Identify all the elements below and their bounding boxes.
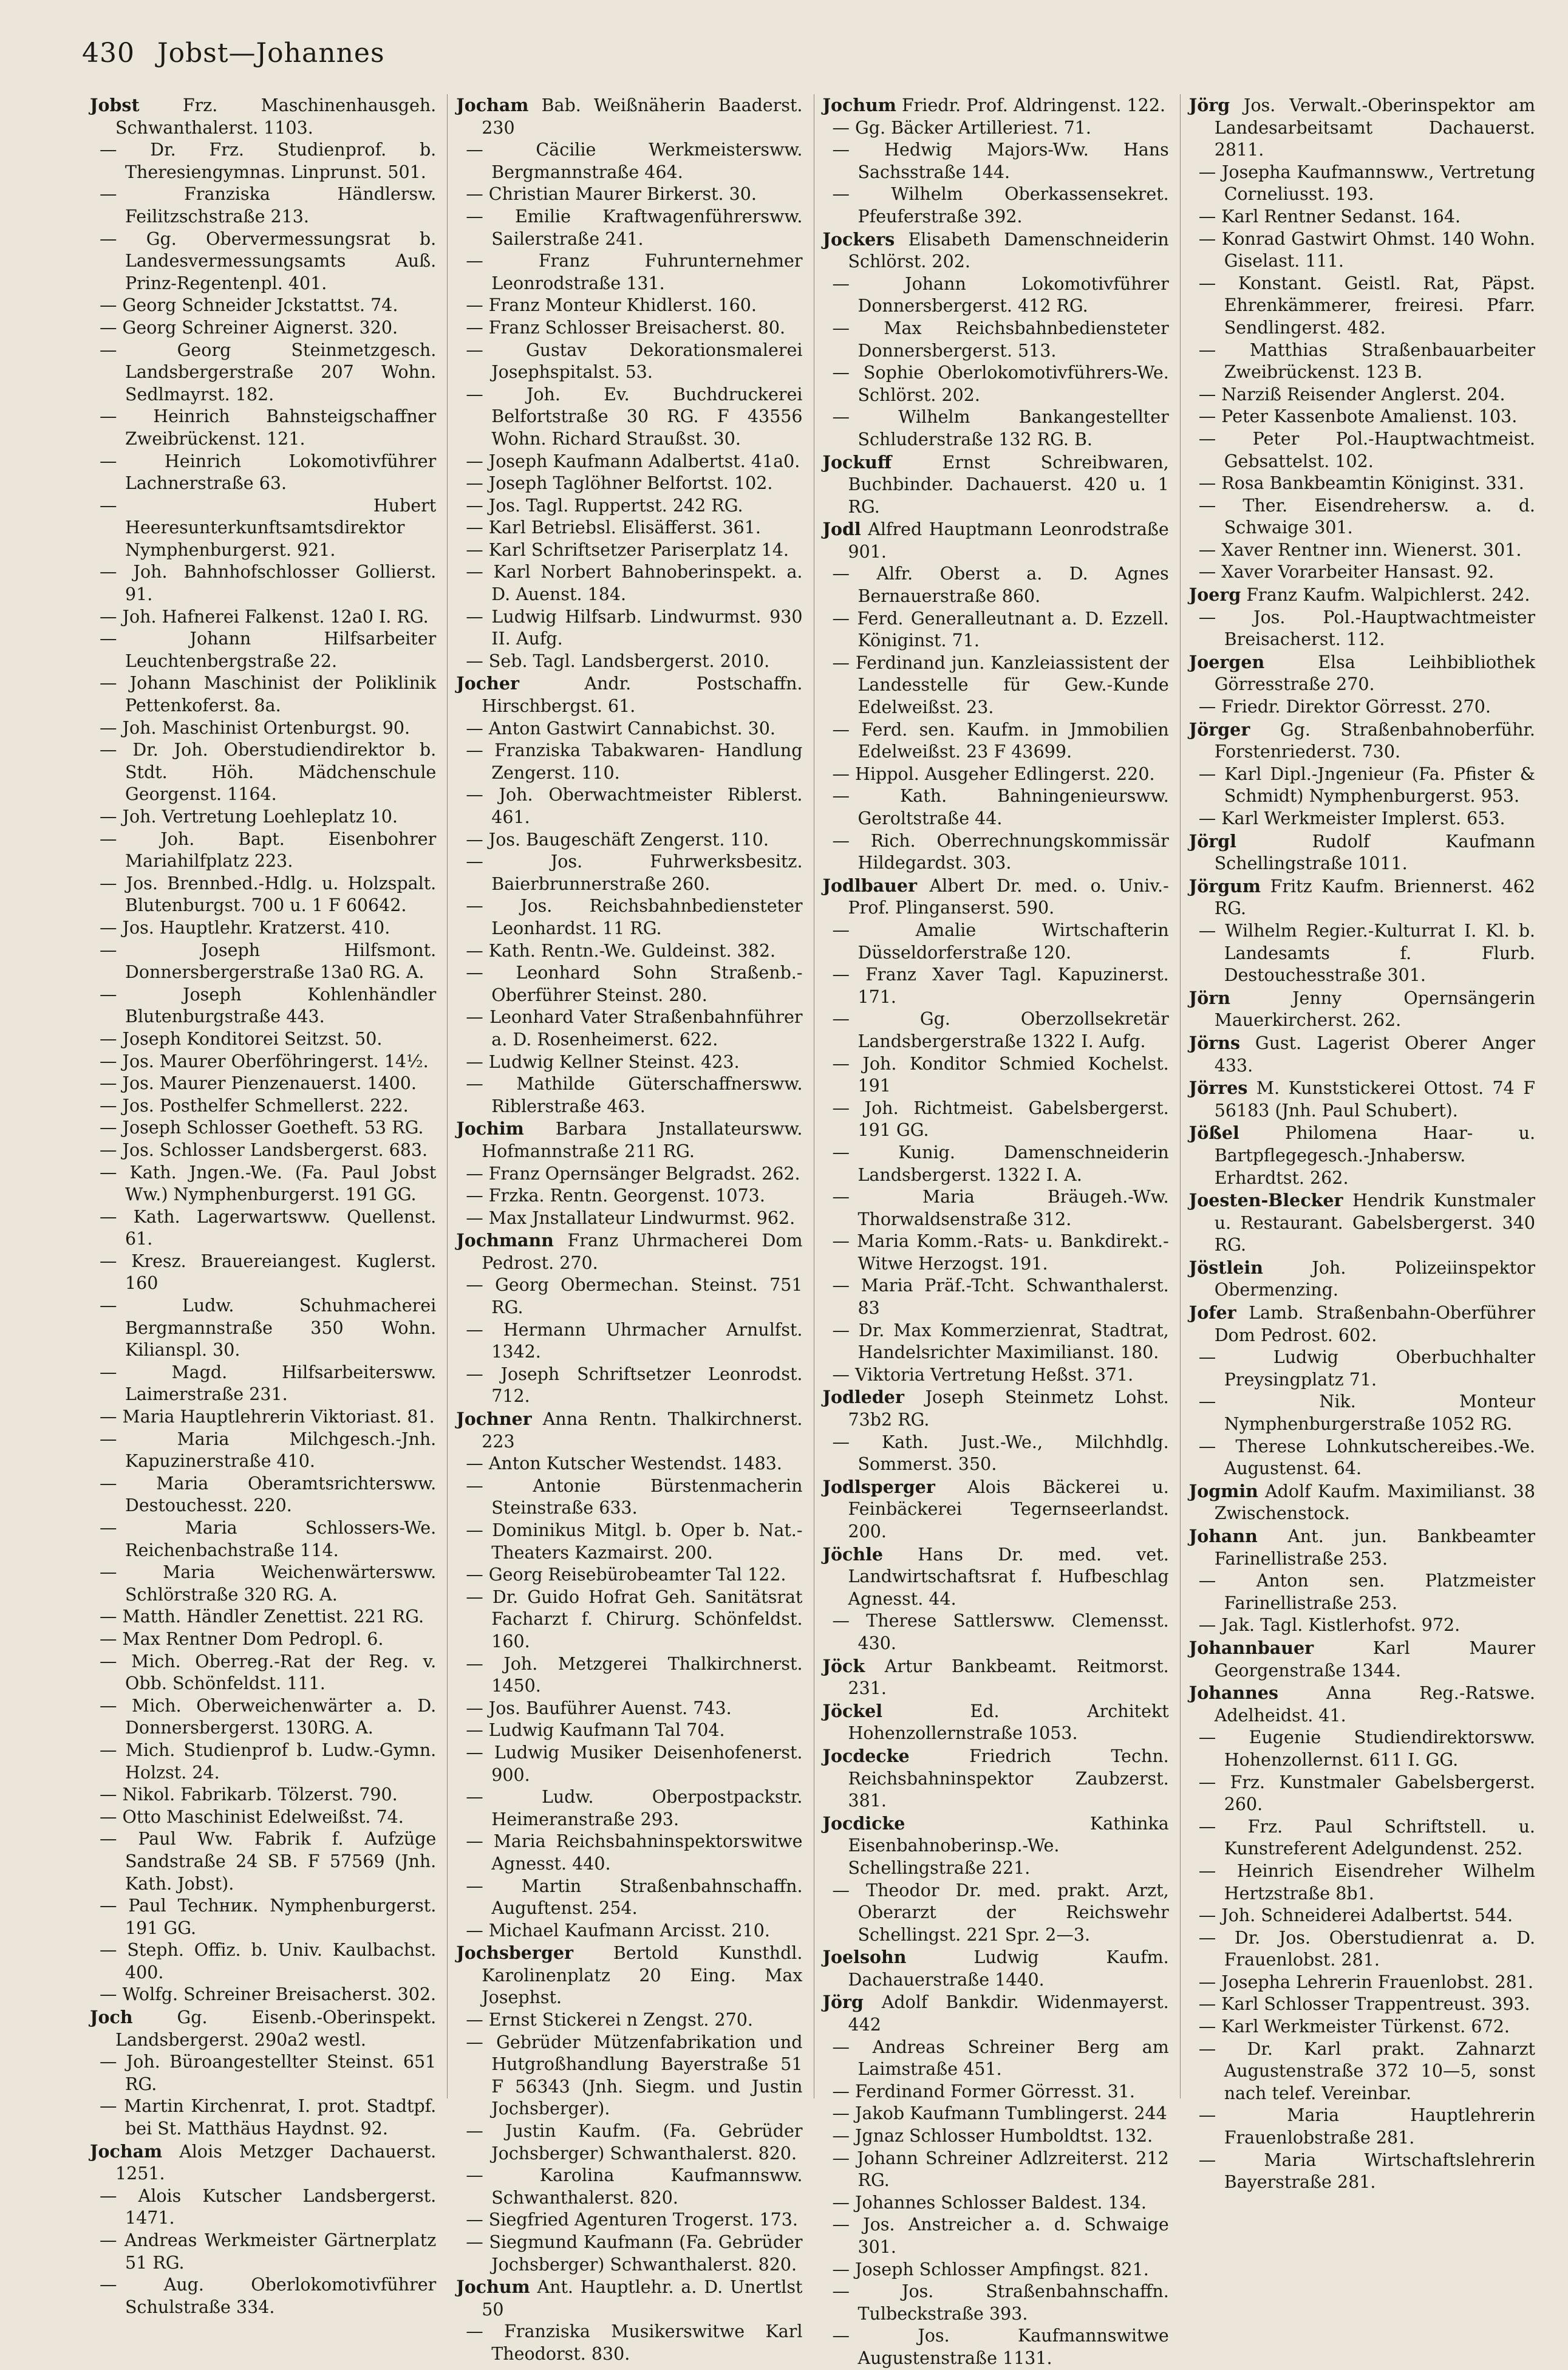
directory-entry: — Jos. Baugeschäft Zengerst. 110. xyxy=(466,829,769,850)
directory-entry: — Franz Schlosser Breisacherst. 80. xyxy=(466,317,786,338)
directory-entry: — Maria Oberamtsrichtersww. Destouchesst. 220. xyxy=(100,1473,437,1516)
directory-entry: — Wilhelm Oberkassensekret. Pfeuferstraße 392. xyxy=(832,184,1169,227)
directory-entry: — Emilie Kraftwagenführersww. Sailerstraße 241. xyxy=(466,206,803,249)
surname-entry: Jocham Bab. Weißnäherin Baaderst. 230 xyxy=(456,95,803,138)
directory-entry: — Joseph Konditorei Seitzst. 50. xyxy=(100,1028,383,1049)
surname-entry: Jobst Frz. Maschinenhausgeh. Schwanthalerst. 1103. xyxy=(90,95,437,138)
directory-entry: — Alfr. Oberst a. D. Agnes Bernauerstraße 860. xyxy=(832,564,1169,607)
column-3 xyxy=(814,94,1169,2368)
surname-entry: Joesten-Blecker Hendrik Kunstmaler u. Restaurant. Gabelsbergerst. 340 RG. xyxy=(1188,1190,1535,1255)
directory-entry: — Jos. Schlosser Landsbergerst. 683. xyxy=(100,1139,428,1160)
directory-entry: — Andreas Schreiner Berg am Laimstraße 451. xyxy=(832,2037,1169,2080)
directory-entry: — Xaver Rentner inn. Wienerst. 301. xyxy=(1198,539,1522,560)
directory-entry: — Ludwig Kaufmann Tal 704. xyxy=(466,1720,725,1741)
directory-entry: — Seb. Tagl. Landsbergerst. 2010. xyxy=(466,651,770,671)
directory-entry: — Ferd. Generalleutnant a. D. Ezzell. Königinst. 71. xyxy=(832,608,1169,651)
directory-entry: — Jos. Fuhrwerksbesitz. Baierbrunnerstraße 260. xyxy=(466,852,803,894)
directory-entry: — Max Reichsbahnbediensteter Donnersbergerst. 513. xyxy=(832,318,1169,361)
directory-entry: — Georg Schneider Jckstattst. 74. xyxy=(100,295,398,316)
directory-entry: — Kath. Bahningenieursww. Geroltstraße 44. xyxy=(832,786,1169,828)
directory-entry: — Paul Ww. Fabrik f. Aufzüge Sandstraße 24 SB. F 57569 (Jnh. Kath. Jobst). xyxy=(100,1829,437,1894)
directory-entry: — Matthias Straßenbauarbeiter Zweibrückenst. 123 B. xyxy=(1198,340,1535,383)
surname-entry: Jofer Lamb. Straßenbahn-Oberführer Dom Pedrost. 602. xyxy=(1188,1302,1535,1345)
directory-entry: — Sophie Oberlokomotivführers-We. Schlörst. 202. xyxy=(832,363,1169,405)
directory-entry: — Christian Maurer Birkerst. 30. xyxy=(466,184,757,205)
directory-entry: — Frz. Paul Schriftstell. u. Kunstreferent Adelgundenst. 252. xyxy=(1198,1816,1535,1859)
directory-entry: — Otto Maschinist Edelweißst. 74. xyxy=(100,1806,404,1827)
directory-entry: — Franz Monteur Khidlerst. 160. xyxy=(466,295,757,316)
directory-entry: — Franz Fuhrunternehmer Leonrodstraße 131. xyxy=(466,251,803,293)
directory-entry: — Johann Lokomotivführer Donnersbergerst. 412 RG. xyxy=(832,273,1169,316)
directory-entry: — Konrad Gastwirt Ohmst. 140 Wohn. Giselast. 111. xyxy=(1198,228,1535,271)
directory-entry: — Dr. Joh. Oberstudiendirektor b. Stdt. Höh. Mädchenschule Georgenst. 1164. xyxy=(100,740,437,805)
directory-entry: — Joh. Schneiderei Adalbertst. 544. xyxy=(1198,1905,1513,1926)
directory-entry: — Aug. Oberlokomotivführer Schulstraße 334. xyxy=(100,2275,437,2317)
surname-entry: Jörg Jos. Verwalt.-Oberinspektor am Landesarbeitsamt Dachauerst. 2811. xyxy=(1188,95,1535,160)
directory-entry: — Therese Lohnkutschereibes.-We. Augustenst. 64. xyxy=(1198,1436,1535,1479)
directory-entry: — Karl Norbert Bahnoberinspekt. a. D. Auenst. 184. xyxy=(466,562,803,605)
directory-entry: — Gg. Bäcker Artilleriest. 71. xyxy=(832,117,1091,138)
column-1 xyxy=(90,94,437,2317)
directory-entry: — Franz Opernsänger Belgradst. 262. xyxy=(466,1163,800,1184)
directory-entry: — Siegfried Agenturen Trogerst. 173. xyxy=(466,2210,798,2230)
directory-entry: — Justin Kaufm. (Fa. Gebrüder Jochsberger) Schwanthalerst. 820. xyxy=(466,2121,803,2163)
directory-entry: — Maria Komm.-Rats- u. Bankdirekt.-Witwe Herzogst. 191. xyxy=(832,1231,1169,1274)
directory-entry: — Johann Hilfsarbeiter Leuchtenbergstraße 22. xyxy=(100,629,437,671)
directory-entry: — Kath. Just.-We., Milchhdlg. Sommerst. 350. xyxy=(832,1432,1169,1475)
surname-entry: Jocdecke Friedrich Techn. Reichsbahninspektor Zaubzerst. 381. xyxy=(822,1745,1169,1811)
directory-entry: — Jak. Tagl. Kistlerhofst. 972. xyxy=(1198,1615,1461,1636)
directory-entry: — Joseph Taglöhner Belfortst. 102. xyxy=(466,473,773,494)
directory-entry: — Narziß Reisender Anglerst. 204. xyxy=(1198,384,1505,405)
directory-entry: — Franziska Händlersw. Feilitzschstraße 213. xyxy=(100,184,437,227)
directory-entry: — Gg. Oberzollsekretär Landsbergerstraße 1322 I. Aufg. xyxy=(832,1009,1169,1051)
directory-entry: — Dr. Jos. Oberstudienrat a. D. Frauenlobst. 281. xyxy=(1198,1927,1535,1970)
directory-entry: — Magd. Hilfsarbeitersww. Laimerstraße 231. xyxy=(100,1362,437,1405)
surname-entry: Jochmann Franz Uhrmacherei Dom Pedrost. 270. xyxy=(456,1230,803,1273)
directory-entry: — Joseph Schlosser Ampfingst. 821. xyxy=(832,2259,1149,2280)
directory-entry: — Wilhelm Regier.-Kulturrat I. Kl. b. Landesamts f. Flurb. Destouchesstraße 301. xyxy=(1198,920,1535,986)
directory-entry: — Antonie Bürstenmacherin Steinstraße 633. xyxy=(466,1475,803,1518)
surname-entry: Jodleder Joseph Steinmetz Lohst. 73b2 RG. xyxy=(822,1387,1169,1430)
directory-entry: — Ludwig Musiker Deisenhofenerst. 900. xyxy=(466,1742,803,1785)
surname-entry: Jöckel Ed. Architekt Hohenzollernstraße 1053. xyxy=(822,1700,1169,1744)
directory-entry: — Matth. Händler Zenettist. 221 RG. xyxy=(100,1607,424,1627)
surname-entry: Jochum Friedr. Prof. Aldringenst. 122. xyxy=(822,95,1166,115)
directory-entry: — Karl Rentner Sedanst. 164. xyxy=(1198,206,1461,227)
directory-entry: — Jgnaz Schlosser Humboldtst. 132. xyxy=(832,2126,1153,2146)
directory-entry: — Dr. Max Kommerzienrat, Stadtrat, Handelsrichter Maximilianst. 180. xyxy=(832,1320,1169,1363)
directory-entry: — Josepha Lehrerin Frauenlobst. 281. xyxy=(1198,1972,1533,1992)
surname-entry: Jochum Ant. Hauptlehr. a. D. Unertlst 50 xyxy=(456,2276,803,2320)
surname-entry: Jörns Gust. Lagerist Oberer Anger 433. xyxy=(1188,1032,1535,1076)
directory-entry: — Rich. Oberrechnungskommissär Hildegardst. 303. xyxy=(832,830,1169,873)
directory-entry: — Anton Kutscher Westendst. 1483. xyxy=(466,1453,782,1474)
directory-entry: — Viktoria Vertretung Heßst. 371. xyxy=(832,1364,1134,1385)
surname-entry: Jößel Philomena Haar- u. Bartpflegegesch.-Jnhabersw. Erhardtst. 262. xyxy=(1188,1122,1535,1188)
directory-entry: — Maria Reichsbahninspektorswitwe Agnesst. 440. xyxy=(466,1831,803,1874)
directory-entry: — Joh. Bahnhofschlosser Gollierst. 91. xyxy=(100,562,437,605)
directory-entry: — Jos. Bauführer Auenst. 743. xyxy=(466,1698,732,1718)
directory-columns xyxy=(90,94,1535,2368)
directory-entry: — Peter Pol.-Hauptwachtmeist. Gebsattelst. 102. xyxy=(1198,428,1535,471)
directory-entry: — Joh. Richtmeist. Gabelsbergerst. 191 GG. xyxy=(832,1098,1169,1141)
surname-entry: Joerg Franz Kaufm. Walpichlerst. 242. xyxy=(1188,584,1530,606)
directory-entry: — Ludwig Kellner Steinst. 423. xyxy=(466,1051,740,1072)
surname-entry: Johannbauer Karl Maurer Georgenstraße 1344. xyxy=(1188,1637,1535,1681)
surname-entry: Jockuff Ernst Schreibwaren, Buchbinder. Dachauerst. 420 u. 1 RG. xyxy=(822,451,1169,517)
directory-entry: — Joh. Büroangestellter Steinst. 651 RG. xyxy=(100,2052,437,2094)
directory-entry: — Steph. Offiz. b. Univ. Kaulbachst. 400. xyxy=(100,1940,437,1982)
directory-entry: — Joh. Hafnerei Falkenst. 12a0 I. RG. xyxy=(100,606,429,627)
directory-entry: — Franz Xaver Tagl. Kapuzinerst. 171. xyxy=(832,965,1169,1007)
surname-entry: Jogmin Adolf Kaufm. Maximilianst. 38 Zwischenstock. xyxy=(1188,1480,1535,1524)
directory-entry: — Dr. Frz. Studienprof. b. Theresiengymnas. Linprunst. 501. xyxy=(100,140,437,182)
directory-entry: — Franziska Musikerswitwe Karl Theodorst. 830. xyxy=(466,2321,803,2364)
surname-entry: Jörger Gg. Straßenbahnoberführ. Forstenriederst. 730. xyxy=(1188,719,1535,762)
directory-entry: — Ludwig Hilfsarb. Lindwurmst. 930 II. Aufg. xyxy=(466,606,803,649)
surname-entry: Jörgl Rudolf Kaufmann Schellingstraße 1011. xyxy=(1188,830,1535,874)
directory-entry: — Maria Hauptlehrerin Viktoriast. 81. xyxy=(100,1407,435,1427)
surname-entry: Joergen Elsa Leihbibliothek Görresstraße 270. xyxy=(1188,651,1535,695)
directory-entry: — Nikol. Fabrikarb. Tölzerst. 790. xyxy=(100,1784,398,1805)
directory-entry: — Gebrüder Mützenfabrikation und Hutgroßhandlung Bayerstraße 51 F 56343 (Jnh. Siegm. und Justin Jochsberger). xyxy=(466,2032,803,2119)
directory-entry: — Maria Bräugeh.-Ww. Thorwaldsenstraße 312. xyxy=(832,1187,1169,1229)
directory-entry: — Gg. Obervermessungsrat b. Landesvermessungsamts Auß. Prinz-Regentenpl. 401. xyxy=(100,228,437,293)
surname-entry: Jörres M. Kunststickerei Ottost. 74 F 56183 (Jnh. Paul Schubert). xyxy=(1188,1077,1535,1121)
directory-entry: — Maria Milchgesch.-Jnh. Kapuzinerstraße 410. xyxy=(100,1429,437,1472)
surname-entry: Jöck Artur Bankbeamt. Reitmorst. 231. xyxy=(822,1655,1169,1699)
directory-entry: — Leonhard Vater Straßenbahnführer a. D. Rosenheimerst. 622. xyxy=(466,1007,803,1050)
directory-entry: — Ther. Eisendrehersw. a. d. Schwaige 301. xyxy=(1198,495,1535,538)
column-2 xyxy=(447,94,803,2364)
directory-entry: — Jos. Tagl. Ruppertst. 242 RG. xyxy=(466,495,743,516)
directory-entry: — Kath. Jngen.-We. (Fa. Paul Jobst Ww.) Nymphenburgerst. 191 GG. xyxy=(100,1162,437,1205)
directory-entry: — Karolina Kaufmannsww. Schwanthalerst. 820. xyxy=(466,2165,803,2208)
directory-entry: — Maria Wirtschaftslehrerin Bayerstraße 281. xyxy=(1198,2150,1535,2193)
directory-entry: — Therese Sattlersww. Clemensst. 430. xyxy=(832,1611,1169,1653)
page-number: 430 xyxy=(82,38,135,69)
directory-entry: — Wolfg. Schreiner Breisacherst. 302. xyxy=(100,1984,437,2005)
directory-entry: — Johann Maschinist der Poliklinik Pettenkoferst. 8a. xyxy=(100,673,437,716)
directory-entry: — Joh. Ev. Buchdruckerei Belfortstraße 30 RG. F 43556 Wohn. Richard Straußst. 30. xyxy=(466,384,803,449)
directory-entry: — Jos. Pol.-Hauptwachtmeister Breisacherst. 112. xyxy=(1198,607,1535,650)
directory-entry: — Michael Kaufmann Arcisst. 210. xyxy=(466,1920,770,1941)
directory-entry: — Franziska Tabakwaren- Handlung Zengerst. 110. xyxy=(466,740,803,783)
directory-entry: — Georg Obermechan. Steinst. 751 RG. xyxy=(466,1275,803,1318)
surname-entry: Jörg Adolf Bankdir. Widenmayerst. 442 xyxy=(822,1992,1169,2035)
directory-entry: — Georg Steinmetzgesch. Landsbergerstraße 207 Wohn. Sedlmayrst. 182. xyxy=(100,340,437,405)
directory-entry: — Jos. Straßenbahnschaffn. Tulbeckstraße 393. xyxy=(832,2281,1169,2324)
directory-entry: — Hippol. Ausgeher Edlingerst. 220. xyxy=(832,763,1155,784)
directory-entry: — Karl Werkmeister Türkenst. 672. xyxy=(1198,2017,1510,2037)
column-4 xyxy=(1180,94,1535,2193)
directory-entry: — Mich. Oberreg.-Rat der Reg. v. Obb. Schönfeldst. 111. xyxy=(100,1651,437,1694)
directory-entry: — Ferdinand Former Görresst. 31. xyxy=(832,2081,1135,2102)
surname-entry: Johannes Anna Reg.-Ratswe. Adelheidst. 41. xyxy=(1188,1682,1535,1726)
directory-entry: — Karl Dipl.-Jngenieur (Fa. Pfister & Schmidt) Nymphenburgerst. 953. xyxy=(1198,763,1535,807)
surname-entry: Jocher Andr. Postschaffn. Hirschbergst. 61. xyxy=(456,673,803,717)
surname-entry: Jörn Jenny Opernsängerin Mauerkircherst. 262. xyxy=(1188,987,1535,1031)
directory-entry: — Amalie Wirtschafterin Düsseldorferstraße 120. xyxy=(832,920,1169,963)
page-header xyxy=(82,38,385,69)
directory-entry: — Anton Gastwirt Cannabichst. 30. xyxy=(466,718,775,739)
directory-entry: — Jos. Maurer Oberföhringerst. 14½. xyxy=(100,1051,429,1071)
directory-entry: — Hermann Uhrmacher Arnulfst. 1342. xyxy=(466,1319,803,1362)
directory-entry: — Jos. Kaufmannswitwe Augustenstraße 1131. xyxy=(832,2326,1169,2368)
directory-entry: — Josepha Kaufmannsww., Vertretung Corneliusst. 193. xyxy=(1198,162,1535,205)
directory-entry: — Kath. Lagerwartsww. Quellenst. 61. xyxy=(100,1206,437,1249)
directory-entry: — Kunig. Damenschneiderin Landsbergerst. 1322 I. A. xyxy=(832,1142,1169,1185)
directory-entry: — Karl Werkmeister Implerst. 653. xyxy=(1198,808,1505,828)
directory-entry: — Alois Kutscher Landsbergerst. 1471. xyxy=(100,2185,437,2228)
directory-entry: — Anton sen. Platzmeister Farinellistraße 253. xyxy=(1198,1571,1535,1613)
directory-entry: — Ludw. Oberpostpackstr. Heimeranstraße 293. xyxy=(466,1787,803,1829)
directory-entry: — Ferdinand jun. Kanzleiassistent der Landesstelle für Gew.-Kunde Edelweißst. 23. xyxy=(832,652,1169,718)
directory-entry: — Frz. Kunstmaler Gabelsbergerst. 260. xyxy=(1198,1772,1535,1815)
surname-entry: Jodlsperger Alois Bäckerei u. Feinbäckerei Tegernseerlandst. 200. xyxy=(822,1476,1169,1542)
directory-entry: — Konstant. Geistl. Rat, Päpst. Ehrenkämmerer, freiresi. Pfarr. Sendlingerst. 482. xyxy=(1198,273,1535,338)
directory-entry: — Mathilde Güterschaffnersww. Riblerstraße 463. xyxy=(466,1074,803,1116)
directory-entry: — Maria Hauptlehrerin Frauenlobstraße 281. xyxy=(1198,2105,1535,2148)
directory-entry: — Jos. Anstreicher a. d. Schwaige 301. xyxy=(832,2215,1169,2257)
directory-entry: — Dominikus Mitgl. b. Oper b. Nat.-Theaters Kazmairst. 200. xyxy=(466,1520,803,1563)
directory-entry: — Cäcilie Werkmeistersww. Bergmannstraße 464. xyxy=(466,140,803,182)
directory-entry: — Joseph Hilfsmont. Donnersbergerstraße 13a0 RG. A. xyxy=(100,940,437,983)
directory-entry: — Joh. Bapt. Eisenbohrer Mariahilfplatz 223. xyxy=(100,828,437,872)
directory-entry: — Johann Schreiner Adlzreiterst. 212 RG. xyxy=(832,2148,1169,2191)
directory-entry: — Hedwig Majors-Ww. Hans Sachsstraße 144. xyxy=(832,140,1169,182)
directory-entry: — Jos. Maurer Pienzenauerst. 1400. xyxy=(100,1073,417,1094)
directory-entry: — Georg Reisebürobeamter Tal 122. xyxy=(466,1565,786,1585)
directory-entry: — Eugenie Studiendirektorsww. Hohenzollernst. 611 I. GG. xyxy=(1198,1727,1535,1770)
directory-entry: — Leonhard Sohn Straßenb.-Oberführer Steinst. 280. xyxy=(466,963,803,1005)
directory-entry: — Siegmund Kaufmann (Fa. Gebrüder Jochsberger) Schwanthalerst. 820. xyxy=(466,2232,803,2275)
directory-entry: — Karl Schlosser Trappentreust. 393. xyxy=(1198,1994,1530,2015)
directory-entry: — Dr. Guido Hofrat Geh. Sanitätsrat Facharzt f. Chirurg. Schönfeldst. 160. xyxy=(466,1586,803,1651)
directory-entry: — Karl Schriftsetzer Pariserplatz 14. xyxy=(466,539,789,560)
surname-entry: Jockers Elisabeth Damenschneiderin Schlörst. 202. xyxy=(822,228,1169,272)
directory-entry: — Wilhelm Bankangestellter Schluderstraße 132 RG. B. xyxy=(832,407,1169,449)
directory-entry: — Frzka. Rentn. Georgenst. 1073. xyxy=(466,1186,765,1206)
directory-entry: — Heinrich Bahnsteigschaffner Zweibrückenst. 121. xyxy=(100,406,437,449)
directory-entry: — Friedr. Direktor Görresst. 270. xyxy=(1198,697,1491,717)
directory-entry: — Jos. Brennbed.-Hdlg. u. Holzspalt. Blutenburgst. 700 u. 1 F 60642. xyxy=(100,873,437,916)
directory-entry: — Nik. Monteur Nymphenburgerstraße 1052 RG. xyxy=(1198,1392,1535,1435)
directory-entry: — Joh. Vertretung Loehleplatz 10. xyxy=(100,807,398,827)
directory-entry: — Kresz. Brauereiangest. Kuglerst. 160 xyxy=(100,1251,437,1294)
surname-entry: Jodlbauer Albert Dr. med. o. Univ.-Prof. Plinganserst. 590. xyxy=(822,875,1169,918)
directory-entry: — Mich. Studienprof b. Ludw.-Gymn. Holzst. 24. xyxy=(100,1740,437,1783)
directory-entry: — Rosa Bankbeamtin Königinst. 331. xyxy=(1198,473,1524,494)
directory-entry: — Max Jnstallateur Lindwurmst. 962. xyxy=(466,1207,796,1228)
directory-entry: — Mich. Oberweichenwärter a. D. Donnersbergerst. 130RG. A. xyxy=(100,1695,437,1738)
directory-entry: — Gustav Dekorationsmalerei Josephspitalst. 53. xyxy=(466,340,803,383)
directory-entry: — Maria Schlossers-We. Reichenbachstraße 114. xyxy=(100,1518,437,1560)
directory-entry: — Paul Techник. Nymphenburgerst. 191 GG. xyxy=(100,1896,437,1938)
surname-entry: Jochim Barbara Jnstallateursww. Hofmannstraße 211 RG. xyxy=(456,1118,803,1161)
directory-entry: — Joh. Oberwachtmeister Riblerst. 461. xyxy=(466,785,803,827)
directory-entry: — Hubert Heeresunterkunftsamtsdirektor Nymphenburgerst. 921. xyxy=(100,495,437,560)
directory-entry: — Joseph Kaufmann Adalbertst. 41a0. xyxy=(466,451,800,471)
directory-entry: — Joseph Schlosser Goetheft. 53 RG. xyxy=(100,1118,424,1138)
directory-entry: — Theodor Dr. med. prakt. Arzt, Oberarzt der Reichswehr Schellingst. 221 Spr. 2—3. xyxy=(832,1880,1169,1945)
directory-entry: — Georg Schreiner Aignerst. 320. xyxy=(100,317,398,338)
surname-entry: Jöstlein Joh. Polizeiinspektor Obermenzing. xyxy=(1188,1257,1535,1300)
directory-entry: — Jos. Reichsbahnbediensteter Leonhardst. 11 RG. xyxy=(466,896,803,938)
surname-entry: Johann Ant. jun. Bankbeamter Farinellistraße 253. xyxy=(1188,1526,1535,1569)
directory-entry: — Maria Präf.-Tcht. Schwanthalerst. 83 xyxy=(832,1275,1169,1319)
directory-entry: — Peter Kassenbote Amalienst. 103. xyxy=(1198,406,1518,427)
directory-entry: — Xaver Vorarbeiter Hansast. 92. xyxy=(1198,562,1495,582)
surname-entry: Jörgum Fritz Kaufm. Briennerst. 462 RG. xyxy=(1188,875,1535,919)
directory-entry: — Martin Straßenbahnschaffn. Auguftenst. 254. xyxy=(466,1876,803,1919)
surname-entry: Jochner Anna Rentn. Thalkirchnerst. 223 xyxy=(456,1409,803,1452)
surname-entry: Joelsohn Ludwig Kaufm. Dachauerstraße 1440. xyxy=(822,1947,1169,1990)
directory-entry: — Dr. Karl prakt. Zahnarzt Augustenstraße 372 10—5, sonst nach telef. Vereinbar. xyxy=(1198,2038,1535,2103)
directory-entry: — Jos. Posthelfer Schmellerst. 222. xyxy=(100,1095,409,1116)
directory-entry: — Joseph Kohlenhändler Blutenburgstraße 443. xyxy=(100,984,437,1027)
directory-entry: — Maria Weichenwärtersww. Schlörstraße 320 RG. A. xyxy=(100,1562,437,1605)
directory-entry: — Heinrich Eisendreher Wilhelm Hertzstraße 8b1. xyxy=(1198,1860,1535,1904)
directory-entry: — Max Rentner Dom Pedropl. 6. xyxy=(100,1628,384,1649)
directory-entry: — Joseph Schriftsetzer Leonrodst. 712. xyxy=(466,1364,803,1407)
directory-entry: — Ludw. Schuhmacherei Bergmannstraße 350 Wohn. Kilianspl. 30. xyxy=(100,1296,437,1361)
directory-entry: — Ferd. sen. Kaufm. in Jmmobilien Edelweißst. 23 F 43699. xyxy=(832,719,1169,762)
directory-entry: — Jakob Kaufmann Tumblingerst. 244 xyxy=(832,2103,1167,2124)
directory-entry: — Johannes Schlosser Baldest. 134. xyxy=(832,2192,1147,2213)
directory-entry: — Andreas Werkmeister Gärtnerplatz 51 RG. xyxy=(100,2230,437,2273)
directory-entry: — Karl Betriebsl. Elisäfferst. 361. xyxy=(466,517,761,538)
directory-entry: — Martin Kirchenrat, I. prot. Stadtpf. bei St. Matthäus Haydnst. 92. xyxy=(100,2096,437,2139)
surname-entry: Jocdicke Kathinka Eisenbahnoberinsp.-We. Schellingstraße 221. xyxy=(822,1812,1169,1878)
directory-entry: — Joh. Metzgerei Thalkirchnerst. 1450. xyxy=(466,1653,803,1696)
directory-entry: — Heinrich Lokomotivführer Lachnerstraße 63. xyxy=(100,451,437,494)
directory-entry: — Kath. Rentn.-We. Guldeinst. 382. xyxy=(466,940,776,961)
directory-entry: — Joh. Maschinist Ortenburgst. 90. xyxy=(100,717,411,738)
surname-entry: Joch Gg. Eisenb.-Oberinspekt. Landsbergerst. 290a2 westl. xyxy=(90,2007,437,2050)
surname-entry: Jochsberger Bertold Kunsthdl. Karolinenplatz 20 Eing. Max Josephst. xyxy=(456,1942,803,2008)
surname-entry: Jöchle Hans Dr. med. vet. Landwirtschaftsrat f. Hufbeschlag Agnesst. 44. xyxy=(822,1543,1169,1609)
directory-entry: — Ernst Stickerei n Zengst. 270. xyxy=(466,2010,753,2030)
surname-entry: Jocham Alois Metzger Dachauerst. 1251. xyxy=(90,2140,437,2184)
directory-entry: — Jos. Hauptlehr. Kratzerst. 410. xyxy=(100,917,390,938)
surname-entry: Jodl Alfred Hauptmann Leonrodstraße 901. xyxy=(822,519,1169,562)
directory-entry: — Ludwig Oberbuchhalter Preysingplatz 71. xyxy=(1198,1347,1535,1390)
running-title: Jobst—Johannes xyxy=(157,38,385,69)
directory-entry: — Joh. Konditor Schmied Kochelst. 191 xyxy=(832,1053,1169,1096)
